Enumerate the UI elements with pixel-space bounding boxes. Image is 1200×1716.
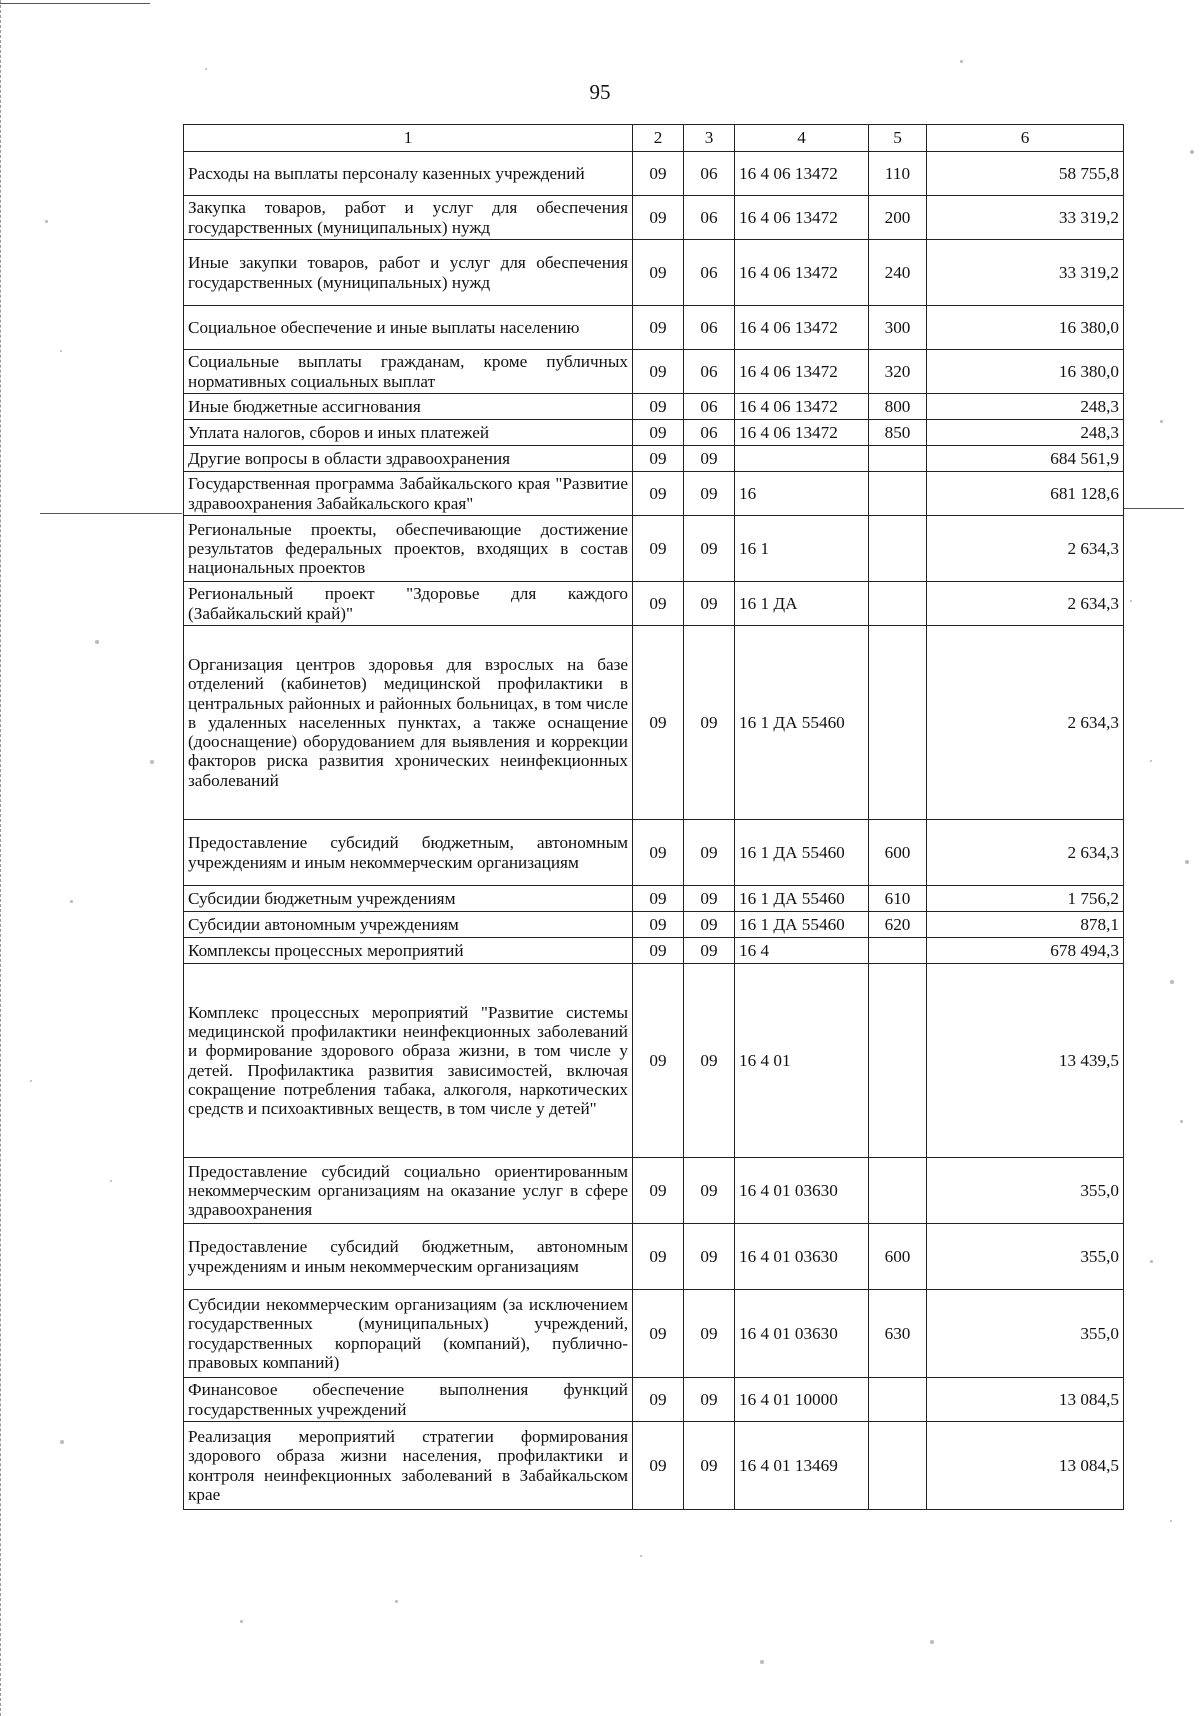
row-expense-type-code: 800 — [869, 394, 927, 420]
header-col-5: 5 — [869, 125, 927, 152]
table-row — [184, 1224, 1124, 1290]
row-expense-type-code — [869, 516, 927, 582]
row-target-article-code: 16 4 01 13469 — [735, 1422, 869, 1510]
row-amount: 13 084,5 — [927, 1422, 1124, 1510]
row-expense-type-code: 600 — [869, 1224, 927, 1290]
row-subsection-code: 09 — [684, 1378, 735, 1422]
row-amount: 355,0 — [927, 1158, 1124, 1224]
row-target-article-code: 16 1 ДА 55460 — [735, 886, 869, 912]
row-expense-type-code: 110 — [869, 152, 927, 196]
row-amount: 2 634,3 — [927, 820, 1124, 886]
table-row — [184, 306, 1124, 350]
header-col-2: 2 — [633, 125, 684, 152]
scan-fold-line-left — [40, 513, 182, 514]
row-section-code: 09 — [633, 912, 684, 938]
row-section-code: 09 — [633, 886, 684, 912]
table-row — [184, 1422, 1124, 1510]
row-target-article-code: 16 1 — [735, 516, 869, 582]
row-description: Организация центров здоровья для взрослых на базе отделений (кабинетов) медицинской профилактики в центральных районных и районных больницах, в том числе в удаленных населенных пунктах, а также оснащение (дооснащение) оборудованием для выявления и коррекции факторов риска развития хронических неинфекционных заболеваний — [184, 626, 633, 820]
scan-speck — [205, 68, 207, 70]
table-row — [184, 420, 1124, 446]
row-amount: 681 128,6 — [927, 472, 1124, 516]
row-subsection-code: 09 — [684, 516, 735, 582]
row-expense-type-code: 630 — [869, 1290, 927, 1378]
table-row — [184, 516, 1124, 582]
scan-speck — [960, 60, 963, 63]
scan-speck — [1170, 980, 1174, 984]
scan-speck — [110, 1180, 112, 1182]
row-subsection-code: 09 — [684, 446, 735, 472]
row-subsection-code: 09 — [684, 938, 735, 964]
row-target-article-code: 16 4 01 03630 — [735, 1224, 869, 1290]
row-amount: 2 634,3 — [927, 582, 1124, 626]
row-subsection-code: 09 — [684, 1290, 735, 1378]
scan-speck — [1185, 860, 1189, 864]
row-subsection-code: 06 — [684, 152, 735, 196]
table-row — [184, 152, 1124, 196]
row-subsection-code: 06 — [684, 306, 735, 350]
row-description: Предоставление субсидий бюджетным, автономным учреждениям и иным некоммерческим организациям — [184, 820, 633, 886]
table-row — [184, 820, 1124, 886]
row-section-code: 09 — [633, 626, 684, 820]
scan-speck — [1150, 760, 1152, 762]
row-target-article-code: 16 — [735, 472, 869, 516]
row-description: Предоставление субсидий социально ориентированным некоммерческим организациям на оказание услуг в сфере здравоохранения — [184, 1158, 633, 1224]
row-section-code: 09 — [633, 820, 684, 886]
row-description: Государственная программа Забайкальского края "Развитие здравоохранения Забайкальского края" — [184, 472, 633, 516]
scan-speck — [95, 640, 99, 644]
row-target-article-code: 16 1 ДА 55460 — [735, 626, 869, 820]
header-col-1: 1 — [184, 125, 633, 152]
scan-speck — [240, 1620, 243, 1623]
row-description: Закупка товаров, работ и услуг для обеспечения государственных (муниципальных) нужд — [184, 196, 633, 240]
row-expense-type-code — [869, 626, 927, 820]
row-amount: 2 634,3 — [927, 626, 1124, 820]
row-section-code: 09 — [633, 516, 684, 582]
row-description: Комплекс процессных мероприятий "Развитие системы медицинской профилактики неинфекционных заболеваний и формирование здорового образа жизни, в том числе у детей. Профилактика развития зависимостей, включая сокращение потребления табака, алкоголя, наркотических средств и психоактивных веществ, в том числе у детей" — [184, 964, 633, 1158]
table-row — [184, 1290, 1124, 1378]
header-col-6: 6 — [927, 125, 1124, 152]
table-row — [184, 938, 1124, 964]
row-description: Субсидии бюджетным учреждениям — [184, 886, 633, 912]
table-row — [184, 350, 1124, 394]
scan-speck — [760, 1660, 764, 1664]
row-amount: 33 319,2 — [927, 196, 1124, 240]
row-amount: 16 380,0 — [927, 306, 1124, 350]
scan-speck — [150, 760, 154, 764]
row-section-code: 09 — [633, 964, 684, 1158]
scan-top-edge-line — [0, 3, 150, 4]
row-subsection-code: 09 — [684, 1422, 735, 1510]
header-col-4: 4 — [735, 125, 869, 152]
table-row — [184, 964, 1124, 1158]
row-description: Субсидии некоммерческим организациям (за исключением государственных (муниципальных) учреждений, государственных корпораций (компаний), публично-правовых компаний) — [184, 1290, 633, 1378]
row-target-article-code: 16 1 ДА — [735, 582, 869, 626]
scan-speck — [1160, 420, 1163, 423]
row-target-article-code: 16 4 06 13472 — [735, 350, 869, 394]
row-expense-type-code: 850 — [869, 420, 927, 446]
row-description: Расходы на выплаты персоналу казенных учреждений — [184, 152, 633, 196]
row-amount: 684 561,9 — [927, 446, 1124, 472]
row-section-code: 09 — [633, 1422, 684, 1510]
row-target-article-code — [735, 446, 869, 472]
scan-speck — [1180, 1120, 1183, 1123]
row-subsection-code: 09 — [684, 886, 735, 912]
row-amount: 878,1 — [927, 912, 1124, 938]
table-row — [184, 196, 1124, 240]
row-expense-type-code — [869, 582, 927, 626]
row-expense-type-code — [869, 1158, 927, 1224]
row-expense-type-code: 240 — [869, 240, 927, 306]
table-row — [184, 1158, 1124, 1224]
row-expense-type-code: 200 — [869, 196, 927, 240]
row-expense-type-code — [869, 1422, 927, 1510]
row-section-code: 09 — [633, 1224, 684, 1290]
row-target-article-code: 16 4 06 13472 — [735, 420, 869, 446]
row-description: Реализация мероприятий стратегии формирования здорового образа жизни населения, профилактики и контроля неинфекционных заболеваний в Забайкальском крае — [184, 1422, 633, 1510]
row-section-code: 09 — [633, 1290, 684, 1378]
row-target-article-code: 16 4 01 03630 — [735, 1158, 869, 1224]
row-target-article-code: 16 1 ДА 55460 — [735, 912, 869, 938]
row-amount: 248,3 — [927, 394, 1124, 420]
row-subsection-code: 09 — [684, 912, 735, 938]
table-row — [184, 1378, 1124, 1422]
row-description: Субсидии автономным учреждениям — [184, 912, 633, 938]
row-target-article-code: 16 4 06 13472 — [735, 152, 869, 196]
header-col-3: 3 — [684, 125, 735, 152]
row-subsection-code: 09 — [684, 1158, 735, 1224]
row-expense-type-code — [869, 472, 927, 516]
row-target-article-code: 16 4 — [735, 938, 869, 964]
table-row — [184, 582, 1124, 626]
row-description: Региональный проект "Здоровье для каждого (Забайкальский край)" — [184, 582, 633, 626]
row-section-code: 09 — [633, 938, 684, 964]
row-target-article-code: 16 4 01 — [735, 964, 869, 1158]
row-subsection-code: 06 — [684, 350, 735, 394]
row-section-code: 09 — [633, 420, 684, 446]
row-amount: 16 380,0 — [927, 350, 1124, 394]
row-section-code: 09 — [633, 582, 684, 626]
row-subsection-code: 09 — [684, 1224, 735, 1290]
budget-table-container — [183, 124, 1123, 1510]
row-target-article-code: 16 4 01 10000 — [735, 1378, 869, 1422]
table-header-row — [184, 125, 1124, 152]
row-amount: 2 634,3 — [927, 516, 1124, 582]
row-description: Комплексы процессных мероприятий — [184, 938, 633, 964]
row-expense-type-code — [869, 446, 927, 472]
scan-fold-line-right — [1124, 508, 1184, 509]
row-subsection-code: 09 — [684, 964, 735, 1158]
row-subsection-code: 09 — [684, 626, 735, 820]
row-amount: 248,3 — [927, 420, 1124, 446]
row-target-article-code: 16 4 06 13472 — [735, 394, 869, 420]
scan-speck — [395, 1600, 398, 1603]
scan-speck — [60, 1440, 64, 1444]
row-subsection-code: 06 — [684, 394, 735, 420]
budget-table — [183, 124, 1124, 1510]
row-description: Уплата налогов, сборов и иных платежей — [184, 420, 633, 446]
row-amount: 13 439,5 — [927, 964, 1124, 1158]
row-expense-type-code: 320 — [869, 350, 927, 394]
row-subsection-code: 09 — [684, 472, 735, 516]
row-description: Предоставление субсидий бюджетным, автономным учреждениям и иным некоммерческим организациям — [184, 1224, 633, 1290]
table-row — [184, 394, 1124, 420]
row-section-code: 09 — [633, 350, 684, 394]
row-expense-type-code — [869, 1378, 927, 1422]
row-target-article-code: 16 4 06 13472 — [735, 196, 869, 240]
table-row — [184, 886, 1124, 912]
row-target-article-code: 16 1 ДА 55460 — [735, 820, 869, 886]
row-amount: 355,0 — [927, 1224, 1124, 1290]
row-amount: 678 494,3 — [927, 938, 1124, 964]
row-section-code: 09 — [633, 196, 684, 240]
row-section-code: 09 — [633, 394, 684, 420]
scan-speck — [1150, 1260, 1153, 1263]
table-row — [184, 472, 1124, 516]
row-description: Социальные выплаты гражданам, кроме публичных нормативных социальных выплат — [184, 350, 633, 394]
row-description: Социальное обеспечение и иные выплаты населению — [184, 306, 633, 350]
scan-left-edge — [0, 0, 4, 1716]
row-target-article-code: 16 4 06 13472 — [735, 240, 869, 306]
page-number: 95 — [589, 80, 611, 104]
scan-speck — [60, 350, 62, 352]
table-row — [184, 912, 1124, 938]
row-description: Финансовое обеспечение выполнения функций государственных учреждений — [184, 1378, 633, 1422]
row-subsection-code: 06 — [684, 240, 735, 306]
row-amount: 58 755,8 — [927, 152, 1124, 196]
row-subsection-code: 09 — [684, 582, 735, 626]
table-body — [184, 152, 1124, 1510]
row-description: Другие вопросы в области здравоохранения — [184, 446, 633, 472]
row-target-article-code: 16 4 01 03630 — [735, 1290, 869, 1378]
scan-speck — [930, 1640, 934, 1644]
row-amount: 33 319,2 — [927, 240, 1124, 306]
row-expense-type-code: 600 — [869, 820, 927, 886]
row-section-code: 09 — [633, 152, 684, 196]
row-expense-type-code — [869, 964, 927, 1158]
row-subsection-code: 09 — [684, 820, 735, 886]
scan-speck — [1130, 600, 1132, 602]
row-section-code: 09 — [633, 1158, 684, 1224]
row-amount: 13 084,5 — [927, 1378, 1124, 1422]
scan-speck — [1170, 1520, 1172, 1522]
scan-speck — [70, 900, 73, 903]
row-expense-type-code: 610 — [869, 886, 927, 912]
row-amount: 355,0 — [927, 1290, 1124, 1378]
scan-speck — [30, 1080, 32, 1082]
row-description: Иные закупки товаров, работ и услуг для обеспечения государственных (муниципальных) нужд — [184, 240, 633, 306]
row-target-article-code: 16 4 06 13472 — [735, 306, 869, 350]
row-subsection-code: 06 — [684, 420, 735, 446]
row-section-code: 09 — [633, 240, 684, 306]
table-row — [184, 446, 1124, 472]
scan-speck — [640, 1555, 642, 1557]
row-expense-type-code — [869, 938, 927, 964]
scan-speck — [45, 220, 48, 223]
table-row — [184, 240, 1124, 306]
row-description: Иные бюджетные ассигнования — [184, 394, 633, 420]
row-amount: 1 756,2 — [927, 886, 1124, 912]
row-section-code: 09 — [633, 1378, 684, 1422]
row-section-code: 09 — [633, 472, 684, 516]
scan-speck — [1190, 150, 1194, 154]
row-subsection-code: 06 — [684, 196, 735, 240]
table-row — [184, 626, 1124, 820]
row-section-code: 09 — [633, 446, 684, 472]
row-description: Региональные проекты, обеспечивающие достижение результатов федеральных проектов, входящих в состав национальных проектов — [184, 516, 633, 582]
row-expense-type-code: 300 — [869, 306, 927, 350]
row-section-code: 09 — [633, 306, 684, 350]
row-expense-type-code: 620 — [869, 912, 927, 938]
